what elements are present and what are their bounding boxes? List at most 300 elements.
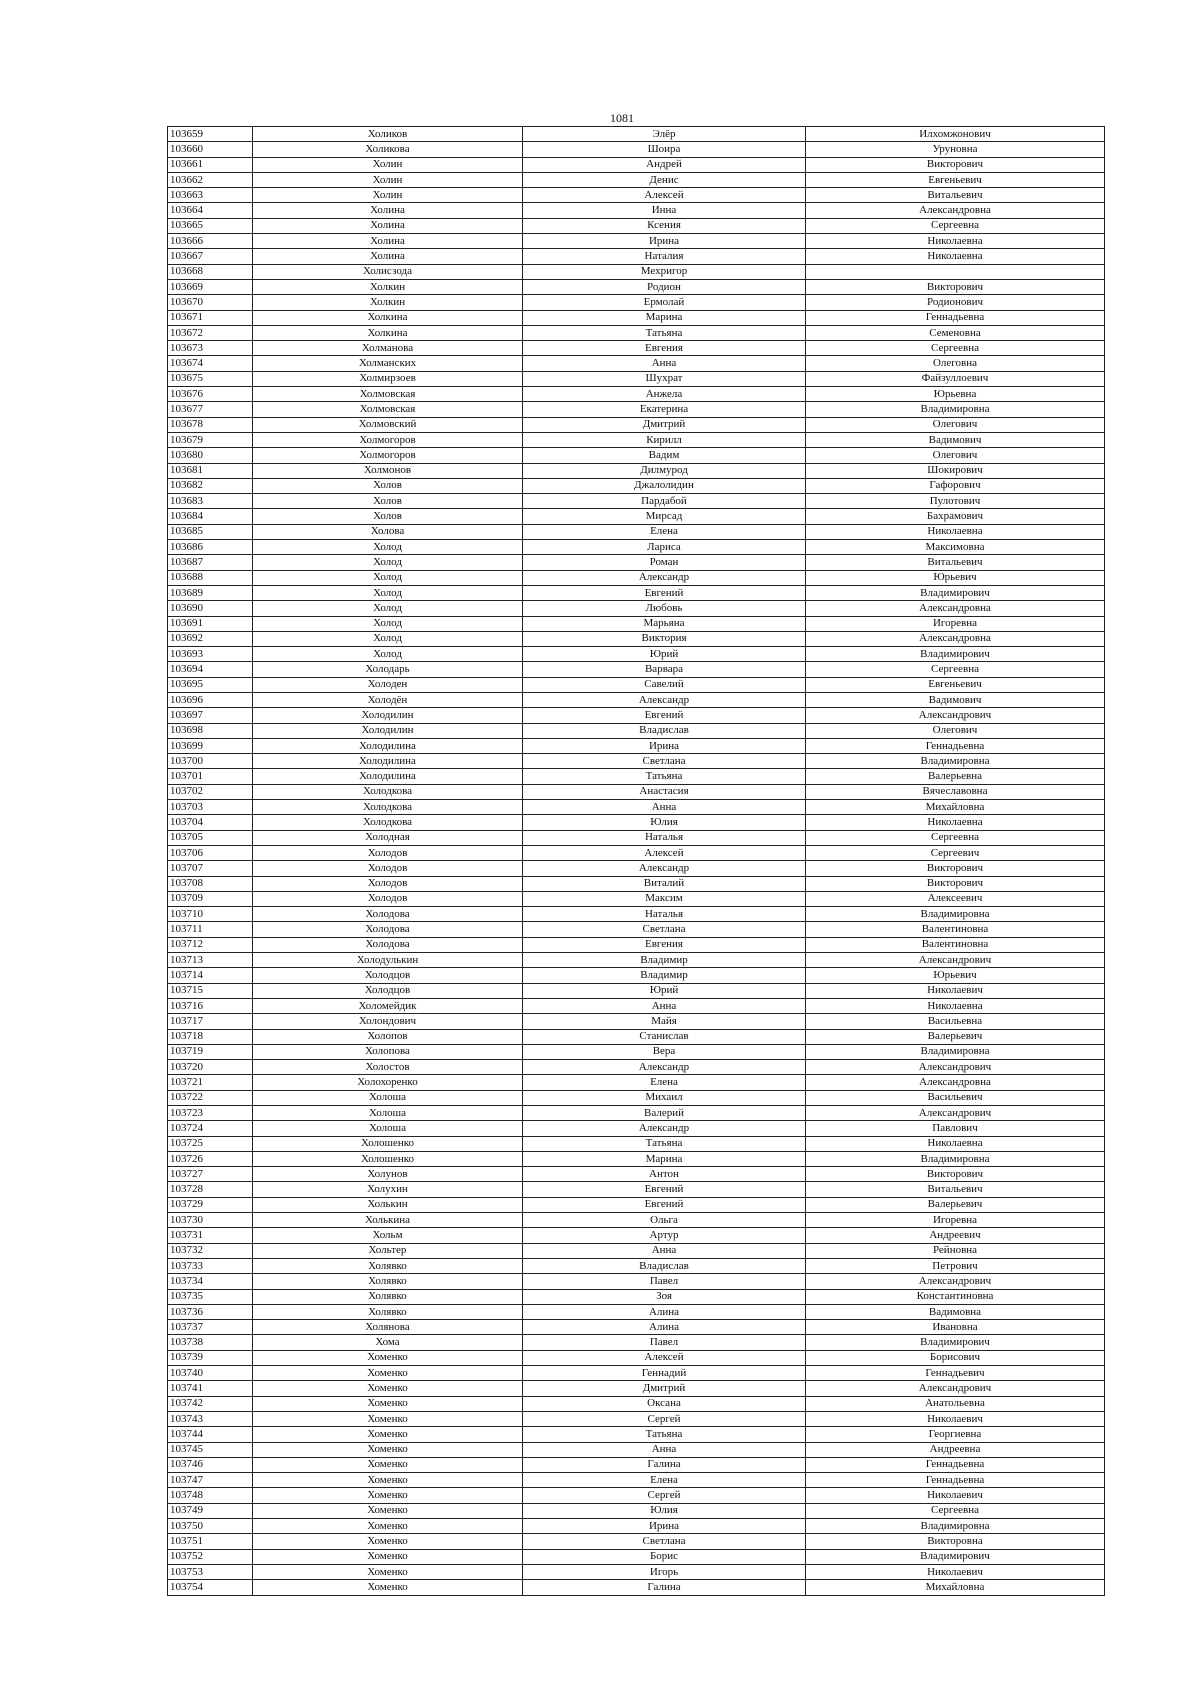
last-name-cell: Хоменко [253,1473,523,1488]
table-row [168,1274,1105,1289]
first-name-cell: Виталий [523,876,806,891]
patronymic-cell: Владимирович [806,647,1105,662]
record-number-cell: 103745 [168,1442,253,1457]
first-name-cell: Алексей [523,188,806,203]
patronymic-cell: Николаевна [806,524,1105,539]
patronymic-cell: Александровна [806,203,1105,218]
patronymic-cell: Владимировна [806,1151,1105,1166]
patronymic-cell: Валентиновна [806,922,1105,937]
first-name-cell: Валерий [523,1106,806,1121]
patronymic-cell: Владимирович [806,1335,1105,1350]
table-row [168,1136,1105,1151]
last-name-cell: Холодцов [253,983,523,998]
first-name-cell: Ольга [523,1213,806,1228]
first-name-cell: Марина [523,310,806,325]
last-name-cell: Холин [253,172,523,187]
table-row [168,524,1105,539]
first-name-cell: Дмитрий [523,417,806,432]
table-row [168,1151,1105,1166]
last-name-cell: Холькин [253,1197,523,1212]
last-name-cell: Холодилина [253,769,523,784]
last-name-cell: Холова [253,524,523,539]
record-number-cell: 103713 [168,953,253,968]
table-row [168,830,1105,845]
record-number-cell: 103666 [168,234,253,249]
record-number-cell: 103742 [168,1396,253,1411]
table-row [168,310,1105,325]
patronymic-cell: Вячеславовна [806,784,1105,799]
first-name-cell: Пардабой [523,494,806,509]
last-name-cell: Холостов [253,1060,523,1075]
record-number-cell: 103675 [168,371,253,386]
last-name-cell: Хольм [253,1228,523,1243]
record-number-cell: 103712 [168,937,253,952]
patronymic-cell: Викторович [806,1167,1105,1182]
table-row [168,1029,1105,1044]
table-row [168,570,1105,585]
table-row [168,1549,1105,1564]
table-row [168,1167,1105,1182]
table-row [168,142,1105,157]
first-name-cell: Светлана [523,754,806,769]
patronymic-cell: Геннадьевна [806,1457,1105,1472]
first-name-cell: Владимир [523,953,806,968]
table-row [168,295,1105,310]
last-name-cell: Холодов [253,861,523,876]
last-name-cell: Холкин [253,279,523,294]
record-number-cell: 103744 [168,1427,253,1442]
patronymic-cell: Анатольевна [806,1396,1105,1411]
first-name-cell: Наталия [523,249,806,264]
record-number-cell: 103737 [168,1320,253,1335]
patronymic-cell: Бахрамович [806,509,1105,524]
record-number-cell: 103684 [168,509,253,524]
record-number-cell: 103721 [168,1075,253,1090]
last-name-cell: Холодцов [253,968,523,983]
record-number-cell: 103726 [168,1151,253,1166]
table-row [168,1381,1105,1396]
table-row [168,1564,1105,1579]
last-name-cell: Холухин [253,1182,523,1197]
patronymic-cell: Вадимович [806,432,1105,447]
registry-body [168,127,1105,1596]
first-name-cell: Анна [523,1243,806,1258]
first-name-cell: Екатерина [523,402,806,417]
first-name-cell: Шоира [523,142,806,157]
patronymic-cell: Николаевич [806,1564,1105,1579]
first-name-cell: Виктория [523,631,806,646]
first-name-cell: Галина [523,1580,806,1595]
first-name-cell: Мирсад [523,509,806,524]
last-name-cell: Холодён [253,692,523,707]
last-name-cell: Холодулькин [253,953,523,968]
first-name-cell: Татьяна [523,1427,806,1442]
first-name-cell: Оксана [523,1396,806,1411]
first-name-cell: Любовь [523,601,806,616]
record-number-cell: 103661 [168,157,253,172]
table-row [168,1350,1105,1365]
patronymic-cell: Андреевич [806,1228,1105,1243]
patronymic-cell: Васильевна [806,1014,1105,1029]
table-row [168,1258,1105,1273]
first-name-cell: Джалолидин [523,478,806,493]
first-name-cell: Ирина [523,234,806,249]
record-number-cell: 103718 [168,1029,253,1044]
table-row [168,1014,1105,1029]
table-row [168,922,1105,937]
last-name-cell: Холин [253,188,523,203]
patronymic-cell: Сергеевна [806,830,1105,845]
table-row [168,463,1105,478]
table-row [168,478,1105,493]
patronymic-cell: Борисович [806,1350,1105,1365]
table-row [168,1213,1105,1228]
record-number-cell: 103723 [168,1106,253,1121]
table-row [168,402,1105,417]
last-name-cell: Холондович [253,1014,523,1029]
first-name-cell: Марина [523,1151,806,1166]
first-name-cell: Кирилл [523,432,806,447]
table-row [168,341,1105,356]
table-row [168,172,1105,187]
table-row [168,907,1105,922]
record-number-cell: 103692 [168,631,253,646]
first-name-cell: Ермолай [523,295,806,310]
patronymic-cell: Валентиновна [806,937,1105,952]
table-row [168,279,1105,294]
patronymic-cell: Владимировна [806,1044,1105,1059]
last-name-cell: Холодов [253,891,523,906]
first-name-cell: Юлия [523,1503,806,1518]
first-name-cell: Александр [523,692,806,707]
first-name-cell: Александр [523,570,806,585]
table-row [168,998,1105,1013]
first-name-cell: Ирина [523,738,806,753]
patronymic-cell: Олегович [806,448,1105,463]
table-row [168,1580,1105,1595]
last-name-cell: Холов [253,494,523,509]
patronymic-cell: Родионович [806,295,1105,310]
patronymic-cell: Игоревна [806,1213,1105,1228]
table-row [168,677,1105,692]
record-number-cell: 103663 [168,188,253,203]
record-number-cell: 103697 [168,708,253,723]
record-number-cell: 103740 [168,1366,253,1381]
last-name-cell: Холоша [253,1121,523,1136]
patronymic-cell: Викторович [806,876,1105,891]
last-name-cell: Хоменко [253,1366,523,1381]
patronymic-cell: Викторович [806,861,1105,876]
record-number-cell: 103705 [168,830,253,845]
last-name-cell: Хоменко [253,1442,523,1457]
record-number-cell: 103695 [168,677,253,692]
patronymic-cell: Ивановна [806,1320,1105,1335]
record-number-cell: 103736 [168,1304,253,1319]
patronymic-cell: Рейновна [806,1243,1105,1258]
first-name-cell: Лариса [523,540,806,555]
record-number-cell: 103682 [168,478,253,493]
table-row [168,1411,1105,1426]
table-row [168,1182,1105,1197]
table-row [168,417,1105,432]
patronymic-cell: Михайловна [806,1580,1105,1595]
first-name-cell: Евгений [523,585,806,600]
last-name-cell: Холодилин [253,708,523,723]
table-row [168,1396,1105,1411]
last-name-cell: Хоменко [253,1350,523,1365]
first-name-cell: Алина [523,1320,806,1335]
first-name-cell: Майя [523,1014,806,1029]
patronymic-cell: Андреевна [806,1442,1105,1457]
patronymic-cell: Олегович [806,723,1105,738]
table-row [168,845,1105,860]
last-name-cell: Хоменко [253,1503,523,1518]
last-name-cell: Холкина [253,310,523,325]
record-number-cell: 103709 [168,891,253,906]
first-name-cell: Михаил [523,1090,806,1105]
record-number-cell: 103671 [168,310,253,325]
last-name-cell: Холопов [253,1029,523,1044]
record-number-cell: 103746 [168,1457,253,1472]
record-number-cell: 103677 [168,402,253,417]
first-name-cell: Игорь [523,1564,806,1579]
table-row [168,800,1105,815]
first-name-cell: Наталья [523,830,806,845]
last-name-cell: Холод [253,585,523,600]
table-row [168,662,1105,677]
table-row [168,1473,1105,1488]
last-name-cell: Холодова [253,922,523,937]
first-name-cell: Татьяна [523,325,806,340]
record-number-cell: 103664 [168,203,253,218]
record-number-cell: 103668 [168,264,253,279]
patronymic-cell: Александровна [806,601,1105,616]
first-name-cell: Вадим [523,448,806,463]
first-name-cell: Сергей [523,1411,806,1426]
record-number-cell: 103714 [168,968,253,983]
last-name-cell: Холод [253,647,523,662]
last-name-cell: Холодов [253,876,523,891]
last-name-cell: Холина [253,249,523,264]
record-number-cell: 103710 [168,907,253,922]
record-number-cell: 103694 [168,662,253,677]
table-row [168,1519,1105,1534]
table-row [168,264,1105,279]
table-row [168,784,1105,799]
record-number-cell: 103732 [168,1243,253,1258]
last-name-cell: Холявко [253,1289,523,1304]
last-name-cell: Холькина [253,1213,523,1228]
patronymic-cell: Геннадьевич [806,1366,1105,1381]
patronymic-cell: Александрович [806,1381,1105,1396]
table-row [168,432,1105,447]
patronymic-cell: Илхомжонович [806,127,1105,142]
record-number-cell: 103669 [168,279,253,294]
patronymic-cell: Евгеньевич [806,172,1105,187]
first-name-cell: Алексей [523,845,806,860]
table-row [168,1304,1105,1319]
record-number-cell: 103701 [168,769,253,784]
record-number-cell: 103660 [168,142,253,157]
patronymic-cell: Александрович [806,1060,1105,1075]
patronymic-cell: Сергеевна [806,341,1105,356]
table-row [168,1335,1105,1350]
first-name-cell: Борис [523,1549,806,1564]
patronymic-cell: Сергеевич [806,845,1105,860]
record-number-cell: 103676 [168,387,253,402]
first-name-cell: Елена [523,524,806,539]
record-number-cell: 103707 [168,861,253,876]
first-name-cell: Елена [523,1473,806,1488]
patronymic-cell: Гафорович [806,478,1105,493]
last-name-cell: Холунов [253,1167,523,1182]
patronymic-cell: Валерьевич [806,1029,1105,1044]
last-name-cell: Холод [253,555,523,570]
patronymic-cell: Николаевич [806,1411,1105,1426]
last-name-cell: Холмовская [253,387,523,402]
patronymic-cell: Максимовна [806,540,1105,555]
first-name-cell: Ксения [523,218,806,233]
last-name-cell: Холмонов [253,463,523,478]
table-row [168,647,1105,662]
last-name-cell: Хоменко [253,1549,523,1564]
patronymic-cell: Александрович [806,953,1105,968]
patronymic-cell: Викторович [806,279,1105,294]
record-number-cell: 103667 [168,249,253,264]
patronymic-cell: Николаевич [806,1488,1105,1503]
record-number-cell: 103728 [168,1182,253,1197]
patronymic-cell: Васильевич [806,1090,1105,1105]
first-name-cell: Дмитрий [523,1381,806,1396]
record-number-cell: 103754 [168,1580,253,1595]
record-number-cell: 103679 [168,432,253,447]
last-name-cell: Холодкова [253,784,523,799]
last-name-cell: Холмовский [253,417,523,432]
table-row [168,249,1105,264]
patronymic-cell: Николаевна [806,249,1105,264]
first-name-cell: Анастасия [523,784,806,799]
last-name-cell: Холодкова [253,800,523,815]
record-number-cell: 103689 [168,585,253,600]
first-name-cell: Владислав [523,1258,806,1273]
last-name-cell: Холмогоров [253,448,523,463]
first-name-cell: Станислав [523,1029,806,1044]
first-name-cell: Евгений [523,1182,806,1197]
record-number-cell: 103685 [168,524,253,539]
table-row [168,387,1105,402]
table-row [168,218,1105,233]
table-row [168,1457,1105,1472]
patronymic-cell: Александровна [806,1075,1105,1090]
table-row [168,356,1105,371]
table-row [168,1534,1105,1549]
table-row [168,937,1105,952]
record-number-cell: 103683 [168,494,253,509]
patronymic-cell: Геннадьевна [806,738,1105,753]
first-name-cell: Дилмурод [523,463,806,478]
record-number-cell: 103696 [168,692,253,707]
last-name-cell: Холов [253,478,523,493]
patronymic-cell: Николаевна [806,998,1105,1013]
record-number-cell: 103673 [168,341,253,356]
first-name-cell: Варвара [523,662,806,677]
first-name-cell: Шухрат [523,371,806,386]
last-name-cell: Хоменко [253,1488,523,1503]
last-name-cell: Хоменко [253,1396,523,1411]
table-row [168,769,1105,784]
table-row [168,1121,1105,1136]
record-number-cell: 103662 [168,172,253,187]
last-name-cell: Холодкова [253,815,523,830]
patronymic-cell: Юрьевич [806,968,1105,983]
last-name-cell: Хоменко [253,1427,523,1442]
table-row [168,723,1105,738]
first-name-cell: Ирина [523,1519,806,1534]
table-row [168,754,1105,769]
first-name-cell: Евгений [523,708,806,723]
table-row [168,555,1105,570]
last-name-cell: Холодилин [253,723,523,738]
record-number-cell: 103749 [168,1503,253,1518]
last-name-cell: Холодарь [253,662,523,677]
record-number-cell: 103720 [168,1060,253,1075]
last-name-cell: Холоден [253,677,523,692]
table-row [168,1503,1105,1518]
last-name-cell: Холмовская [253,402,523,417]
last-name-cell: Холина [253,203,523,218]
patronymic-cell: Юрьевич [806,570,1105,585]
patronymic-cell: Николаевич [806,983,1105,998]
record-number-cell: 103751 [168,1534,253,1549]
first-name-cell: Сергей [523,1488,806,1503]
record-number-cell: 103693 [168,647,253,662]
table-row [168,234,1105,249]
last-name-cell: Холикова [253,142,523,157]
last-name-cell: Холодова [253,937,523,952]
first-name-cell: Денис [523,172,806,187]
record-number-cell: 103719 [168,1044,253,1059]
first-name-cell: Юрий [523,647,806,662]
patronymic-cell: Валерьевна [806,769,1105,784]
table-row [168,1427,1105,1442]
first-name-cell: Александр [523,1121,806,1136]
table-row [168,1197,1105,1212]
first-name-cell: Зоя [523,1289,806,1304]
first-name-cell: Мехригор [523,264,806,279]
table-row [168,983,1105,998]
table-row [168,968,1105,983]
first-name-cell: Максим [523,891,806,906]
record-number-cell: 103686 [168,540,253,555]
last-name-cell: Холисзода [253,264,523,279]
last-name-cell: Холохоренко [253,1075,523,1090]
table-row [168,1044,1105,1059]
patronymic-cell: Олеговна [806,356,1105,371]
patronymic-cell: Витальевич [806,1182,1105,1197]
patronymic-cell: Владимировна [806,907,1105,922]
table-row [168,509,1105,524]
table-row [168,616,1105,631]
table-row [168,1228,1105,1243]
table-row [168,325,1105,340]
last-name-cell: Холявко [253,1258,523,1273]
last-name-cell: Холкина [253,325,523,340]
last-name-cell: Холманова [253,341,523,356]
table-row [168,631,1105,646]
table-row [168,692,1105,707]
record-number-cell: 103690 [168,601,253,616]
first-name-cell: Евгений [523,1197,806,1212]
